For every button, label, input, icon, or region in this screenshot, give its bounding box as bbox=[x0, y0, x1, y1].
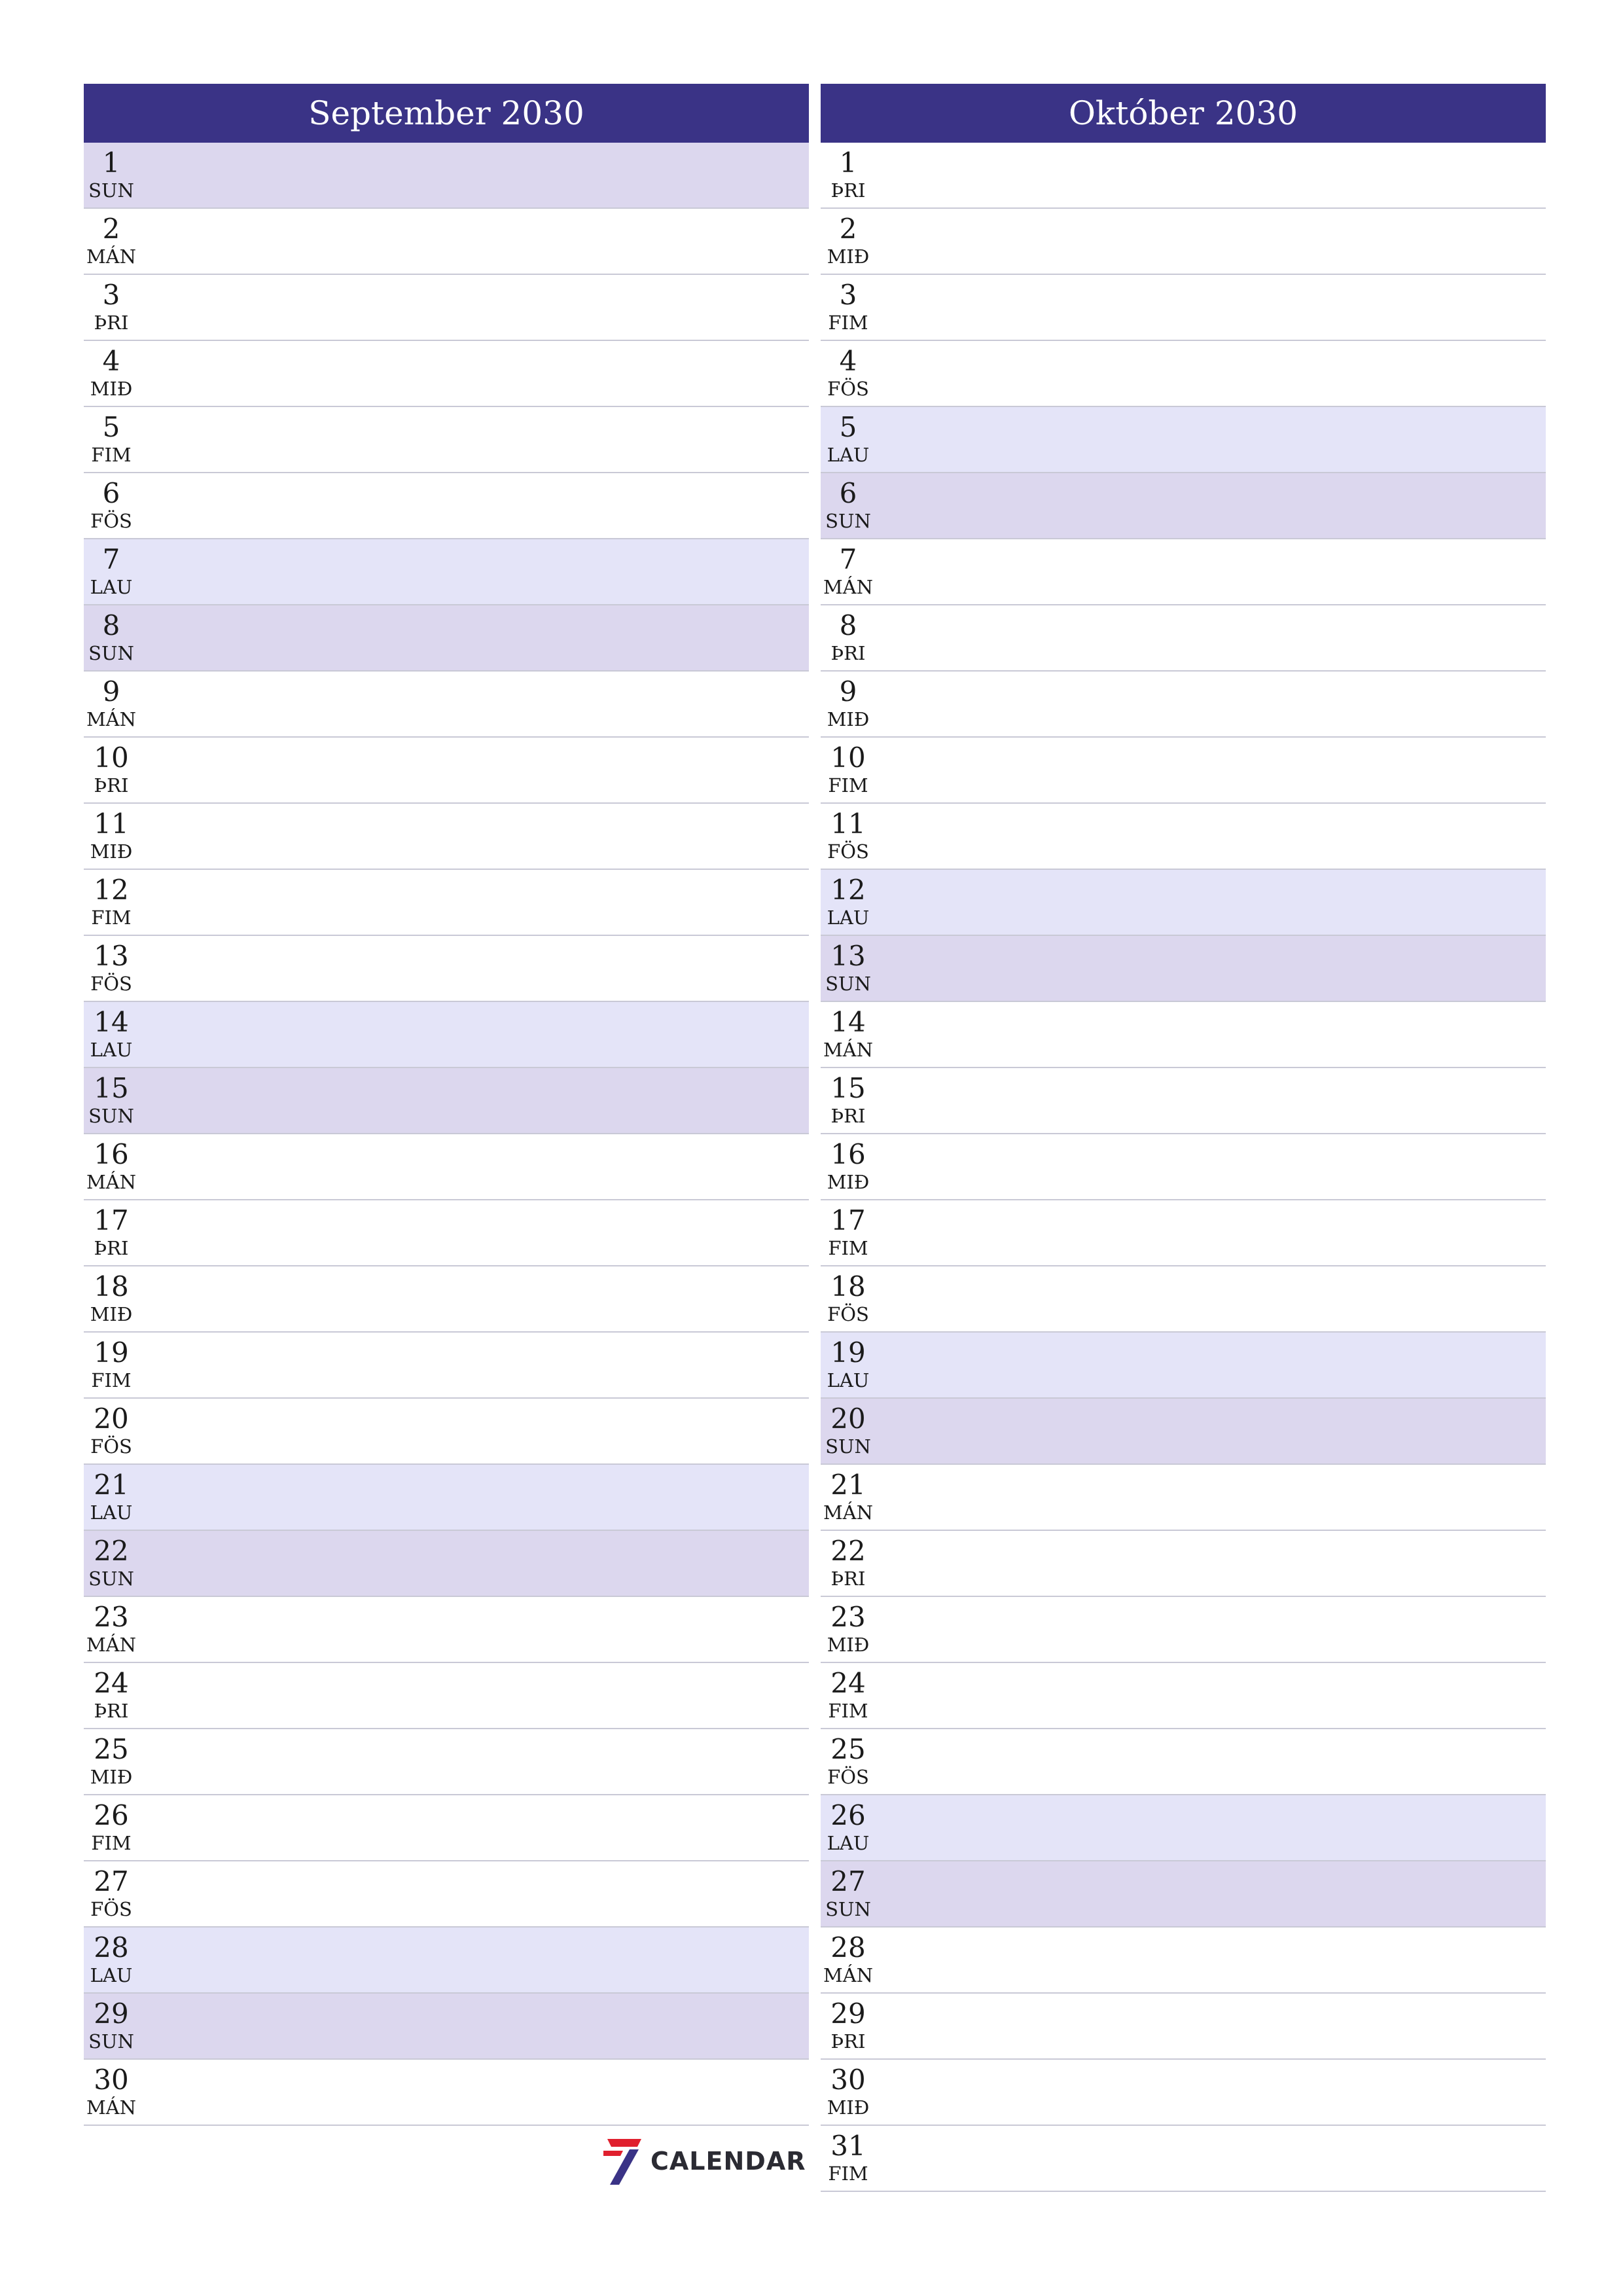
day-number: 9 bbox=[839, 675, 857, 708]
day-row[interactable] bbox=[84, 1729, 809, 1795]
brand-logo[interactable] bbox=[603, 2135, 806, 2187]
weekday-label: LAU bbox=[827, 1832, 870, 1854]
day-number: 31 bbox=[830, 2130, 866, 2162]
weekday-label: LAU bbox=[90, 1501, 133, 1524]
weekday-label: MÁN bbox=[86, 1634, 136, 1656]
day-number: 4 bbox=[102, 345, 120, 377]
weekday-label: ÞRI bbox=[830, 1568, 866, 1590]
day-row[interactable] bbox=[821, 1465, 1546, 1531]
weekday-label: FÖS bbox=[90, 510, 132, 532]
weekday-label: MÁN bbox=[86, 708, 136, 730]
weekday-label: FIM bbox=[828, 312, 868, 334]
day-row[interactable] bbox=[84, 1663, 809, 1729]
day-number: 18 bbox=[830, 1270, 866, 1302]
day-row[interactable] bbox=[84, 1399, 809, 1465]
day-number: 5 bbox=[839, 411, 857, 443]
weekday-label: MÁN bbox=[86, 245, 136, 268]
weekday-label: FÖS bbox=[827, 840, 869, 863]
day-number: 21 bbox=[94, 1469, 129, 1501]
day-row[interactable] bbox=[84, 605, 809, 672]
day-row[interactable] bbox=[84, 1134, 809, 1200]
weekday-label: MIÐ bbox=[827, 1634, 870, 1656]
day-number: 23 bbox=[830, 1601, 866, 1633]
weekday-label: MÁN bbox=[86, 2096, 136, 2119]
day-row[interactable] bbox=[84, 672, 809, 738]
day-list bbox=[821, 143, 1546, 2192]
day-number: 30 bbox=[830, 2064, 866, 2096]
day-row[interactable] bbox=[84, 275, 809, 341]
day-row[interactable] bbox=[84, 936, 809, 1002]
day-number: 16 bbox=[94, 1138, 129, 1170]
weekday-label: ÞRI bbox=[94, 774, 129, 797]
day-list bbox=[84, 143, 809, 2126]
weekday-label: FÖS bbox=[90, 973, 132, 995]
day-number: 2 bbox=[102, 213, 120, 245]
weekday-label: ÞRI bbox=[830, 1105, 866, 1127]
day-row[interactable] bbox=[821, 1266, 1546, 1333]
weekday-label: SUN bbox=[88, 642, 134, 664]
weekday-label: FÖS bbox=[827, 1303, 869, 1325]
day-number: 14 bbox=[94, 1006, 129, 1038]
month-oktober-2030 bbox=[821, 84, 1546, 2192]
weekday-label: ÞRI bbox=[94, 1237, 129, 1259]
day-number: 11 bbox=[94, 808, 129, 840]
weekday-label: LAU bbox=[827, 444, 870, 466]
day-row[interactable] bbox=[821, 209, 1546, 275]
day-number: 16 bbox=[830, 1138, 866, 1170]
day-row[interactable] bbox=[821, 1928, 1546, 1994]
day-number: 15 bbox=[830, 1072, 866, 1104]
day-number: 6 bbox=[102, 477, 120, 509]
day-row[interactable] bbox=[821, 870, 1546, 936]
day-number: 13 bbox=[94, 940, 129, 972]
day-number: 12 bbox=[94, 874, 129, 906]
day-row[interactable] bbox=[84, 407, 809, 473]
seven-logo-icon bbox=[603, 2136, 644, 2186]
day-row[interactable] bbox=[84, 1597, 809, 1663]
day-row[interactable] bbox=[821, 1134, 1546, 1200]
weekday-label: FÖS bbox=[90, 1898, 132, 1920]
weekday-label: FIM bbox=[91, 444, 132, 466]
month-title: September 2030 bbox=[84, 84, 809, 143]
day-number: 20 bbox=[830, 1403, 866, 1435]
weekday-label: SUN bbox=[825, 973, 871, 995]
day-number: 19 bbox=[830, 1336, 866, 1369]
weekday-label: MÁN bbox=[823, 1964, 873, 1986]
weekday-label: FÖS bbox=[90, 1435, 132, 1458]
day-row[interactable] bbox=[84, 1994, 809, 2060]
day-number: 2 bbox=[839, 213, 857, 245]
month-title: Október 2030 bbox=[821, 84, 1546, 143]
day-number: 14 bbox=[830, 1006, 866, 1038]
day-number: 10 bbox=[830, 742, 866, 774]
weekday-label: MÁN bbox=[823, 576, 873, 598]
day-row[interactable] bbox=[821, 1795, 1546, 1861]
day-row[interactable] bbox=[821, 804, 1546, 870]
day-row[interactable] bbox=[84, 1068, 809, 1134]
day-row[interactable] bbox=[821, 1002, 1546, 1068]
day-number: 27 bbox=[94, 1865, 129, 1897]
day-row[interactable] bbox=[821, 2126, 1546, 2192]
weekday-label: ÞRI bbox=[94, 312, 129, 334]
weekday-label: SUN bbox=[825, 1435, 871, 1458]
day-number: 30 bbox=[94, 2064, 129, 2096]
day-number: 20 bbox=[94, 1403, 129, 1435]
day-row[interactable] bbox=[821, 1663, 1546, 1729]
day-number: 6 bbox=[839, 477, 857, 509]
day-number: 28 bbox=[94, 1931, 129, 1964]
logo-text: CALENDAR bbox=[651, 2147, 806, 2176]
day-row[interactable] bbox=[821, 341, 1546, 407]
day-row[interactable] bbox=[821, 275, 1546, 341]
day-number: 19 bbox=[94, 1336, 129, 1369]
weekday-label: LAU bbox=[90, 1039, 133, 1061]
day-number: 24 bbox=[94, 1667, 129, 1699]
day-number: 22 bbox=[830, 1535, 866, 1567]
weekday-label: LAU bbox=[90, 1964, 133, 1986]
day-number: 25 bbox=[94, 1733, 129, 1765]
weekday-label: FIM bbox=[828, 2162, 868, 2185]
day-number: 10 bbox=[94, 742, 129, 774]
day-number: 9 bbox=[102, 675, 120, 708]
day-number: 26 bbox=[94, 1799, 129, 1831]
day-row[interactable] bbox=[821, 738, 1546, 804]
weekday-label: LAU bbox=[827, 1369, 870, 1391]
day-number: 27 bbox=[830, 1865, 866, 1897]
weekday-label: ÞRI bbox=[830, 642, 866, 664]
weekday-label: MIÐ bbox=[827, 2096, 870, 2119]
day-number: 4 bbox=[839, 345, 857, 377]
day-row[interactable] bbox=[84, 143, 809, 209]
day-row[interactable] bbox=[84, 341, 809, 407]
weekday-label: MIÐ bbox=[827, 708, 870, 730]
day-row[interactable] bbox=[821, 1068, 1546, 1134]
weekday-label: SUN bbox=[825, 1898, 871, 1920]
day-row[interactable] bbox=[821, 605, 1546, 672]
day-row[interactable] bbox=[821, 407, 1546, 473]
day-row[interactable] bbox=[84, 1861, 809, 1928]
day-row[interactable] bbox=[84, 209, 809, 275]
day-number: 17 bbox=[830, 1204, 866, 1236]
day-row[interactable] bbox=[84, 1200, 809, 1266]
weekday-label: FIM bbox=[91, 906, 132, 929]
day-number: 8 bbox=[102, 609, 120, 641]
weekday-label: LAU bbox=[90, 576, 133, 598]
day-number: 12 bbox=[830, 874, 866, 906]
day-row[interactable] bbox=[821, 1399, 1546, 1465]
weekday-label: MIÐ bbox=[827, 245, 870, 268]
day-number: 8 bbox=[839, 609, 857, 641]
day-number: 13 bbox=[830, 940, 866, 972]
weekday-label: SUN bbox=[88, 1105, 134, 1127]
day-row[interactable] bbox=[821, 1333, 1546, 1399]
day-number: 26 bbox=[830, 1799, 866, 1831]
weekday-label: MÁN bbox=[823, 1039, 873, 1061]
weekday-label: MIÐ bbox=[90, 378, 133, 400]
day-row[interactable] bbox=[821, 1597, 1546, 1663]
day-number: 3 bbox=[102, 279, 120, 311]
day-row[interactable] bbox=[84, 1795, 809, 1861]
weekday-label: MIÐ bbox=[827, 1171, 870, 1193]
weekday-label: FÖS bbox=[827, 1766, 869, 1788]
day-row[interactable] bbox=[84, 1928, 809, 1994]
weekday-label: MIÐ bbox=[90, 1303, 133, 1325]
day-row[interactable] bbox=[84, 804, 809, 870]
day-row[interactable] bbox=[84, 1333, 809, 1399]
day-number: 5 bbox=[102, 411, 120, 443]
month-september-2030 bbox=[84, 84, 809, 2126]
day-row[interactable] bbox=[821, 1861, 1546, 1928]
day-row[interactable] bbox=[84, 870, 809, 936]
weekday-label: FIM bbox=[91, 1832, 132, 1854]
day-number: 7 bbox=[839, 543, 857, 575]
weekday-label: SUN bbox=[88, 2030, 134, 2053]
day-row[interactable] bbox=[821, 2060, 1546, 2126]
day-row[interactable] bbox=[84, 2060, 809, 2126]
day-number: 17 bbox=[94, 1204, 129, 1236]
day-row[interactable] bbox=[821, 1729, 1546, 1795]
day-row[interactable] bbox=[821, 143, 1546, 209]
day-row[interactable] bbox=[821, 539, 1546, 605]
day-number: 18 bbox=[94, 1270, 129, 1302]
weekday-label: SUN bbox=[88, 1568, 134, 1590]
day-row[interactable] bbox=[84, 738, 809, 804]
weekday-label: ÞRI bbox=[830, 2030, 866, 2053]
day-number: 22 bbox=[94, 1535, 129, 1567]
day-number: 1 bbox=[102, 147, 120, 179]
day-row[interactable] bbox=[821, 672, 1546, 738]
day-row[interactable] bbox=[821, 473, 1546, 539]
day-number: 15 bbox=[94, 1072, 129, 1104]
weekday-label: ÞRI bbox=[94, 1700, 129, 1722]
day-number: 29 bbox=[94, 1998, 129, 2030]
day-number: 11 bbox=[830, 808, 866, 840]
day-number: 21 bbox=[830, 1469, 866, 1501]
day-row[interactable] bbox=[821, 936, 1546, 1002]
weekday-label: FIM bbox=[828, 774, 868, 797]
weekday-label: FIM bbox=[828, 1700, 868, 1722]
day-number: 7 bbox=[102, 543, 120, 575]
day-row[interactable] bbox=[84, 1002, 809, 1068]
day-number: 24 bbox=[830, 1667, 866, 1699]
day-row[interactable] bbox=[821, 1200, 1546, 1266]
weekday-label: SUN bbox=[825, 510, 871, 532]
weekday-label: FÖS bbox=[827, 378, 869, 400]
day-row[interactable] bbox=[84, 1531, 809, 1597]
day-row[interactable] bbox=[84, 1465, 809, 1531]
day-row[interactable] bbox=[821, 1531, 1546, 1597]
weekday-label: FIM bbox=[91, 1369, 132, 1391]
weekday-label: SUN bbox=[88, 179, 134, 202]
weekday-label: MIÐ bbox=[90, 840, 133, 863]
day-row[interactable] bbox=[821, 1994, 1546, 2060]
day-row[interactable] bbox=[84, 1266, 809, 1333]
weekday-label: MIÐ bbox=[90, 1766, 133, 1788]
day-number: 3 bbox=[839, 279, 857, 311]
day-number: 23 bbox=[94, 1601, 129, 1633]
day-row[interactable] bbox=[84, 473, 809, 539]
day-number: 28 bbox=[830, 1931, 866, 1964]
day-number: 1 bbox=[839, 147, 857, 179]
day-number: 29 bbox=[830, 1998, 866, 2030]
weekday-label: FIM bbox=[828, 1237, 868, 1259]
weekday-label: MÁN bbox=[86, 1171, 136, 1193]
weekday-label: LAU bbox=[827, 906, 870, 929]
weekday-label: ÞRI bbox=[830, 179, 866, 202]
day-number: 25 bbox=[830, 1733, 866, 1765]
day-row[interactable] bbox=[84, 539, 809, 605]
weekday-label: MÁN bbox=[823, 1501, 873, 1524]
